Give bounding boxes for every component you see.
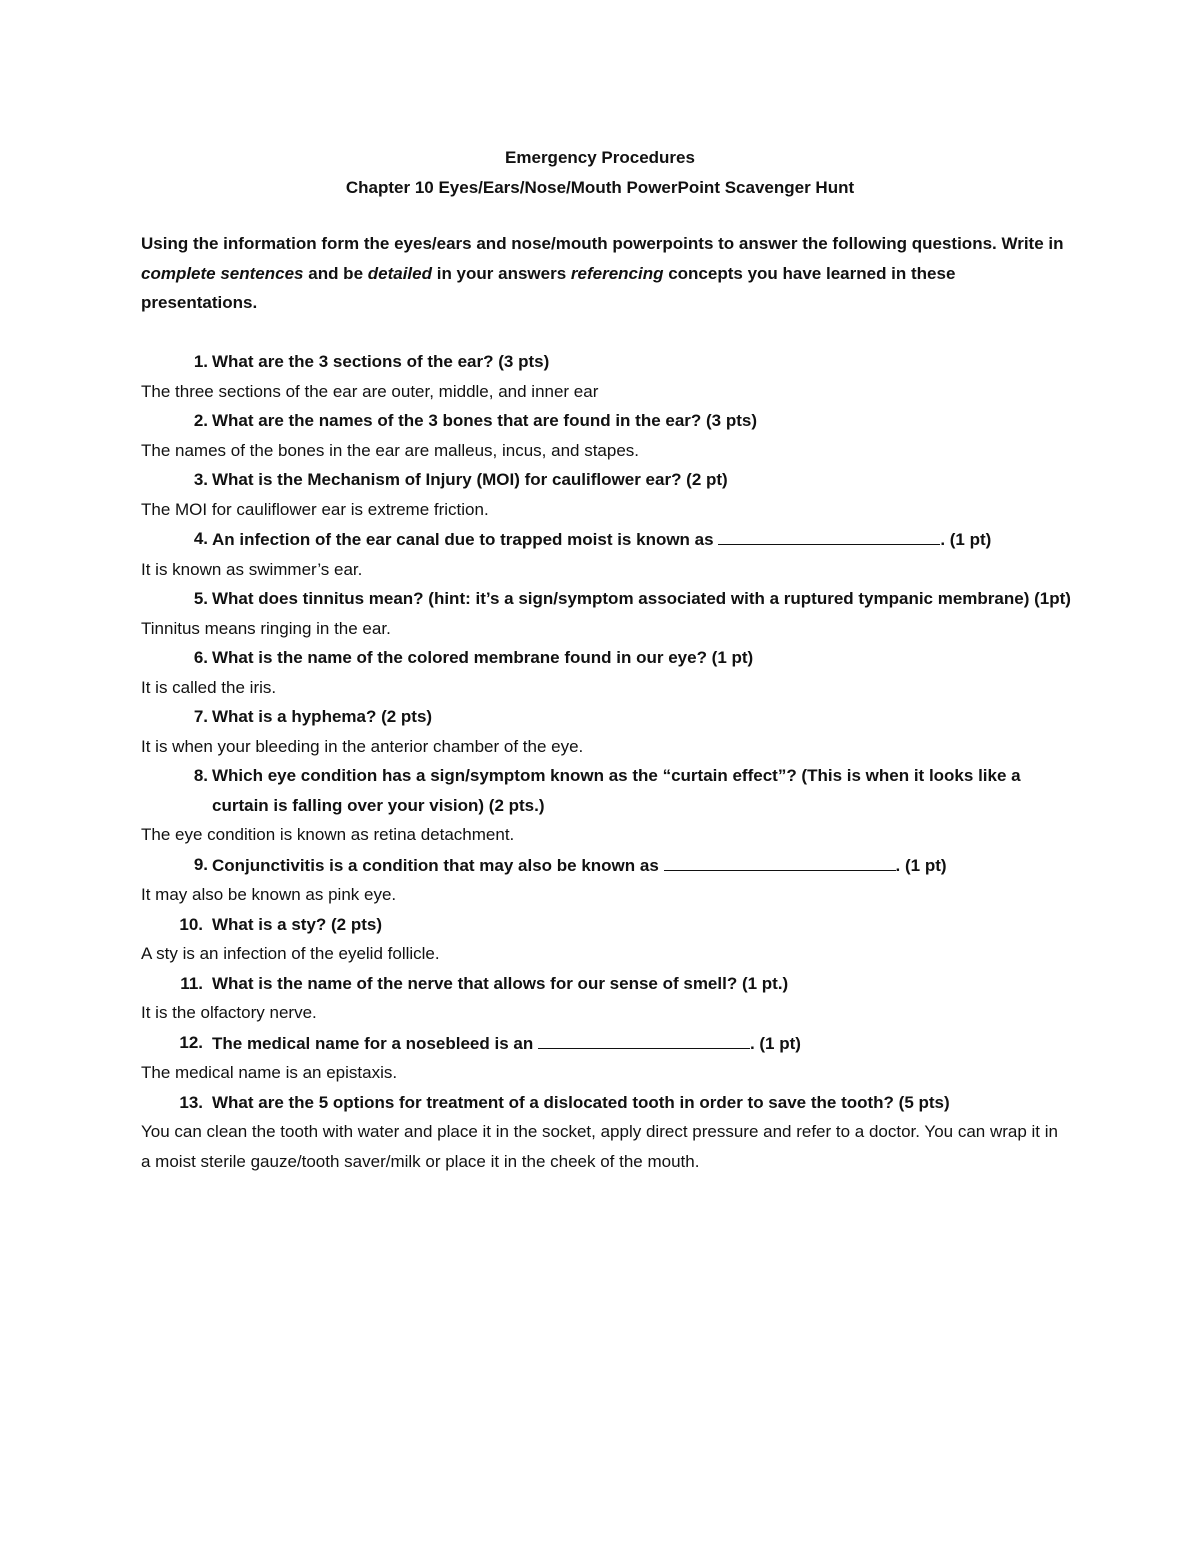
answer-3: The MOI for cauliflower ear is extreme friction. <box>141 499 489 519</box>
instructions-text: and be <box>303 263 368 283</box>
question-number: 1. <box>193 352 208 371</box>
instructions-text: Using the information form the eyes/ears and nose/mouth powerpoints to answer the following questions. Write in <box>141 234 1064 253</box>
question-text: The medical name for a nosebleed is an <box>212 1033 538 1053</box>
question-6 <box>141 643 1071 673</box>
question-text: What is a sty? (2 pts) <box>212 914 383 934</box>
question-number: 4. <box>193 529 208 548</box>
question-4 <box>141 524 1071 555</box>
answer-6: It is called the iris. <box>141 677 277 697</box>
question-12 <box>141 1028 1071 1059</box>
question-text: What is the name of the colored membrane found in our eye? (1 pt) <box>212 648 754 667</box>
title-block <box>0 143 1200 202</box>
question-number: 10. <box>179 914 203 934</box>
question-text-end: . (1 pt) <box>940 530 992 549</box>
question-number: 2. <box>193 411 208 430</box>
question-2 <box>141 406 1071 436</box>
question-11 <box>141 969 1071 999</box>
question-number: 3. <box>193 470 208 489</box>
question-number: 6. <box>193 648 208 667</box>
question-text: What is a hyphema? (2 pts) <box>212 707 433 726</box>
question-text: What are the 5 options for treatment of a dislocated tooth in order to save the tooth? (5 pts) <box>212 1092 950 1112</box>
question-9 <box>141 850 1071 881</box>
answer-1: The three sections of the ear are outer, middle, and inner ear <box>141 381 599 401</box>
instructions-text: in your answers <box>432 263 571 283</box>
question-7 <box>141 702 1071 732</box>
answer-4: It is known as swimmer’s ear. <box>141 559 363 579</box>
question-text: An infection of the ear canal due to trapped moist is known as <box>212 530 719 549</box>
document-title: Emergency Procedures <box>505 148 695 167</box>
question-13 <box>141 1088 1071 1118</box>
question-text: What does tinnitus mean? (hint: it’s a sign/symptom associated with a ruptured tympanic membrane) (1pt) <box>212 589 1071 608</box>
answer-11: It is the olfactory nerve. <box>141 1003 317 1022</box>
instructions-paragraph <box>141 229 1071 318</box>
question-text: What is the Mechanism of Injury (MOI) for cauliflower ear? (2 pt) <box>212 470 728 489</box>
question-number: 7. <box>193 707 208 726</box>
question-8 <box>141 761 1071 820</box>
instructions-emphasis: detailed <box>367 263 432 283</box>
question-number: 12. <box>179 1032 203 1052</box>
document-subtitle: Chapter 10 Eyes/Ears/Nose/Mouth PowerPoint Scavenger Hunt <box>345 177 855 197</box>
answer-12: The medical name is an epistaxis. <box>141 1063 398 1082</box>
instructions-emphasis: referencing <box>570 263 664 283</box>
question-text: What are the names of the 3 bones that are found in the ear? (3 pts) <box>212 411 758 430</box>
fill-in-blank <box>664 850 896 871</box>
question-number: 9. <box>193 854 208 874</box>
answer-13: You can clean the tooth with water and place it in the socket, apply direct pressure and refer to a doctor. You can wrap it in a moist sterile gauze/tooth saver/milk or place it in the cheek of the mouth. <box>141 1122 1058 1171</box>
question-text: Which eye condition has a sign/symptom known as the “curtain effect”? (This is when it looks like a curtain is falling over your vision) (2 pts.) <box>212 766 1021 815</box>
question-5 <box>141 584 1071 614</box>
question-text-end: . (1 pt) <box>895 855 947 875</box>
answer-5: Tinnitus means ringing in the ear. <box>141 618 391 638</box>
question-number: 11. <box>180 973 203 993</box>
fill-in-blank <box>718 524 940 545</box>
question-text: What are the 3 sections of the ear? (3 pts) <box>212 352 550 371</box>
fill-in-blank <box>538 1028 750 1049</box>
question-text: Conjunctivitis is a condition that may also be known as <box>212 855 664 875</box>
question-number: 13. <box>179 1092 203 1112</box>
answer-7: It is when your bleeding in the anterior chamber of the eye. <box>141 736 584 756</box>
question-number: 8. <box>193 766 208 785</box>
instructions-text: concepts you have learned in these presentations. <box>141 263 956 312</box>
answer-9: It may also be known as pink eye. <box>141 885 397 904</box>
question-text: What is the name of the nerve that allows for our sense of smell? (1 pt.) <box>212 973 789 993</box>
question-text-end: . (1 pt) <box>749 1033 801 1053</box>
answer-8: The eye condition is known as retina detachment. <box>141 825 515 844</box>
question-10 <box>141 910 1071 940</box>
question-number: 5. <box>193 589 208 608</box>
question-1 <box>141 347 1071 377</box>
instructions-emphasis: complete sentences <box>141 263 304 283</box>
answer-2: The names of the bones in the ear are malleus, incus, and stapes. <box>141 440 640 460</box>
question-3 <box>141 465 1071 495</box>
answer-10: A sty is an infection of the eyelid follicle. <box>141 944 440 963</box>
question-answer-list <box>141 347 1071 1176</box>
